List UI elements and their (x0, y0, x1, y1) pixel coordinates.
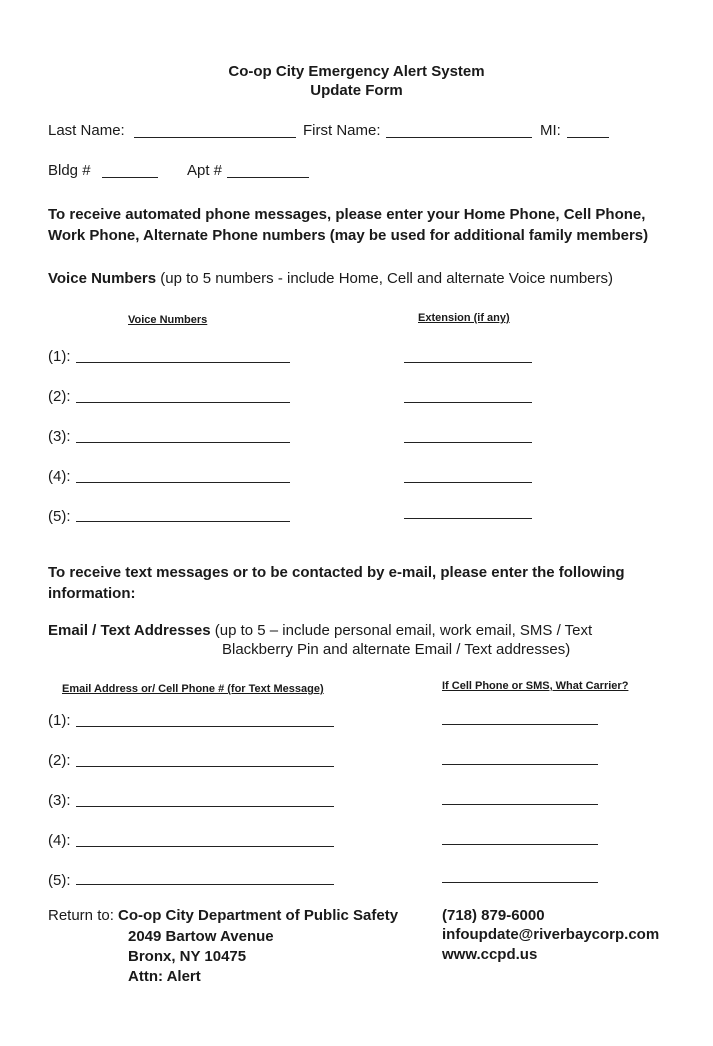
voice-row-4-number-field[interactable] (76, 482, 290, 483)
voice-row-1-number-field[interactable] (76, 362, 290, 363)
voice-numbers-note: (up to 5 numbers - include Home, Cell and alternate Voice numbers) (160, 270, 613, 287)
email-row-1-address-field[interactable] (76, 726, 334, 727)
bldg-field[interactable] (102, 177, 158, 178)
voice-row-4-extension-field[interactable] (404, 482, 532, 483)
voice-row-1-label: (1): (48, 348, 71, 365)
col-head-extension: Extension (if any) (418, 312, 510, 324)
attention-line: Attn: Alert (128, 968, 201, 985)
mi-label: MI: (540, 122, 561, 139)
voice-numbers-heading (48, 270, 613, 287)
contact-phone: (718) 879-6000 (442, 907, 545, 924)
voice-row-1-extension-field[interactable] (404, 362, 532, 363)
first-name-field[interactable] (386, 137, 532, 138)
email-row-5-carrier-field[interactable] (442, 882, 598, 883)
voice-row-2-number-field[interactable] (76, 402, 290, 403)
phone-instruction: To receive automated phone messages, please enter your Home Phone, Cell Phone, Work Phone, Alternate Phone numbers (may be used for additional family members) (48, 206, 649, 244)
return-to-label: Return to: (48, 907, 114, 924)
email-row-4-address-field[interactable] (76, 846, 334, 847)
apt-field[interactable] (227, 177, 309, 178)
form-subtitle: Update Form (310, 82, 403, 99)
voice-row-4-label: (4): (48, 468, 71, 485)
return-address-line (48, 907, 398, 924)
last-name-field[interactable] (134, 137, 296, 138)
form-title: Co-op City Emergency Alert System (228, 63, 485, 80)
voice-row-2-extension-field[interactable] (404, 402, 532, 403)
last-name-label: Last Name: (48, 122, 125, 139)
email-row-2-label: (2): (48, 752, 71, 769)
email-row-4-carrier-field[interactable] (442, 844, 598, 845)
department-name: Co-op City Department of Public Safety (118, 907, 399, 924)
contact-website: www.ccpd.us (442, 946, 538, 963)
email-row-5-label: (5): (48, 872, 71, 889)
bldg-label: Bldg # (48, 162, 91, 179)
email-row-3-label: (3): (48, 792, 71, 809)
first-name-label: First Name: (303, 122, 381, 139)
email-row-3-carrier-field[interactable] (442, 804, 598, 805)
voice-row-3-extension-field[interactable] (404, 442, 532, 443)
voice-row-5-label: (5): (48, 508, 71, 525)
voice-numbers-title: Voice Numbers (48, 270, 157, 287)
email-row-1-label: (1): (48, 712, 71, 729)
email-note-line2: Blackberry Pin and alternate Email / Text addresses) (222, 641, 571, 658)
email-row-1-carrier-field[interactable] (442, 724, 598, 725)
email-row-3-address-field[interactable] (76, 806, 334, 807)
email-row-2-carrier-field[interactable] (442, 764, 598, 765)
voice-row-3-label: (3): (48, 428, 71, 445)
email-row-5-address-field[interactable] (76, 884, 334, 885)
email-instruction: To receive text messages or to be contacted by e-mail, please enter the following information: (48, 564, 625, 602)
col-head-carrier: If Cell Phone or SMS, What Carrier? (442, 680, 629, 692)
email-note-line1: (up to 5 – include personal email, work email, SMS / Text (214, 622, 593, 639)
email-row-2-address-field[interactable] (76, 766, 334, 767)
col-head-email-address: Email Address or/ Cell Phone # (for Text Message) (62, 683, 324, 695)
col-head-voice: Voice Numbers (128, 314, 208, 326)
email-heading (48, 622, 592, 639)
voice-row-3-number-field[interactable] (76, 442, 290, 443)
email-title: Email / Text Addresses (48, 622, 211, 639)
email-row-4-label: (4): (48, 832, 71, 849)
apt-label: Apt # (187, 162, 223, 179)
city-state-zip: Bronx, NY 10475 (128, 948, 247, 965)
voice-row-5-extension-field[interactable] (404, 518, 532, 519)
voice-row-2-label: (2): (48, 388, 71, 405)
voice-row-5-number-field[interactable] (76, 521, 290, 522)
mi-field[interactable] (567, 137, 609, 138)
street-address: 2049 Bartow Avenue (128, 928, 274, 945)
contact-email: infoupdate@riverbaycorp.com (442, 926, 660, 943)
